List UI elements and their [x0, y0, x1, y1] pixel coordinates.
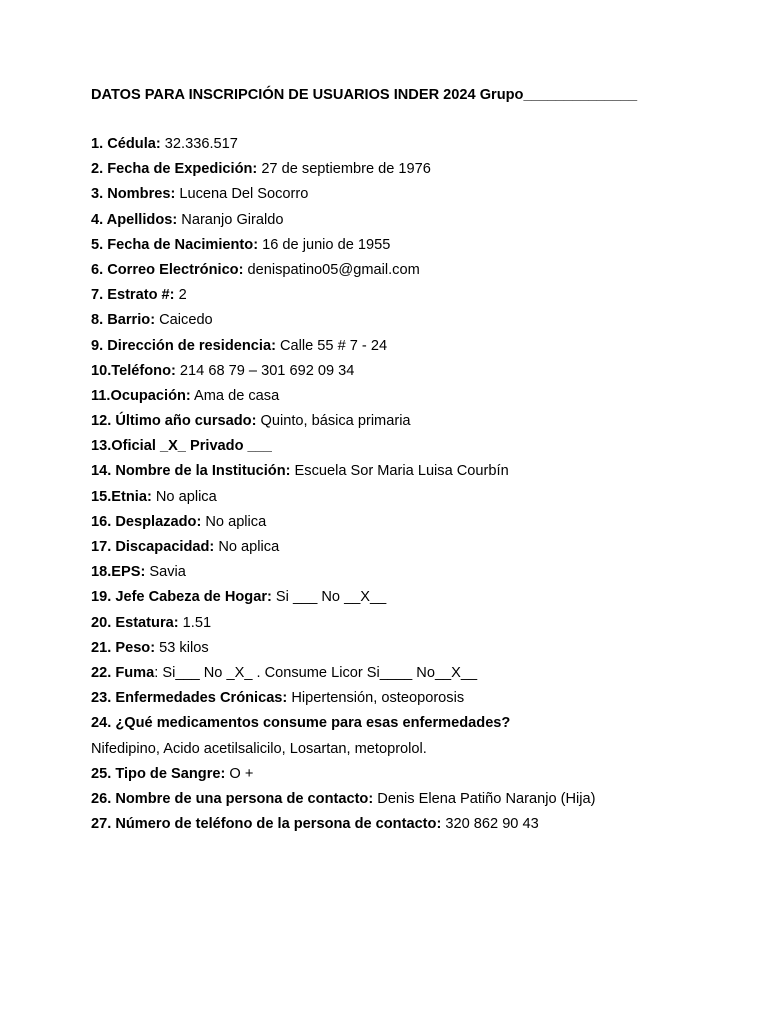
field-value: denispatino05@gmail.com — [243, 261, 420, 278]
field-label: 12. Último año cursado: — [91, 413, 257, 430]
field-fecha-nacimiento — [91, 235, 731, 260]
field-barrio — [91, 310, 731, 335]
field-discapacidad — [91, 537, 731, 562]
field-estrato — [91, 285, 731, 310]
field-telefono — [91, 361, 731, 386]
field-tipo-sangre — [91, 764, 731, 789]
field-label: 24. ¿Qué medicamentos consume para esas enfermedades? — [91, 715, 511, 732]
field-value: Calle 55 # 7 - 24 — [275, 337, 388, 354]
field-value: Savia — [145, 564, 186, 581]
field-value: Lucena Del Socorro — [175, 186, 309, 203]
field-cedula — [91, 134, 731, 159]
field-correo — [91, 260, 731, 285]
field-apellidos — [91, 210, 731, 235]
field-eps — [91, 562, 731, 587]
field-label: 3. Nombres: — [91, 186, 176, 203]
field-label: 22. Fuma — [91, 664, 155, 681]
document-title: DATOS PARA INSCRIPCIÓN DE USUARIOS INDER 2024 Grupo______________ — [91, 87, 638, 103]
field-label: 5. Fecha de Nacimiento: — [91, 236, 259, 253]
field-value: No aplica — [201, 513, 267, 530]
field-label: 4. Apellidos: — [91, 211, 178, 228]
field-label: 14. Nombre de la Institución: — [91, 463, 291, 480]
field-label: 11.Ocupación: — [91, 387, 191, 404]
field-label: 7. Estrato #: — [91, 287, 175, 304]
field-value: Caicedo — [155, 312, 213, 329]
field-label: 26. Nombre de una persona de contacto: — [91, 790, 374, 807]
field-label: 27. Número de teléfono de la persona de contacto: — [91, 816, 442, 833]
field-label: 13.Oficial _X_ Privado ___ — [91, 438, 272, 455]
field-enfermedades — [91, 688, 731, 713]
field-label: 15.Etnia: — [91, 488, 152, 505]
field-label: 16. Desplazado: — [91, 513, 202, 530]
field-value: 214 68 79 – 301 692 09 34 — [175, 362, 355, 379]
field-value: Nifedipino, Acido acetilsalicilo, Losartan, metoprolol. — [91, 740, 427, 757]
field-telefono-contacto — [91, 814, 731, 839]
field-value: Denis Elena Patiño Naranjo (Hija) — [373, 790, 596, 807]
field-peso — [91, 638, 731, 663]
field-value: 2 — [174, 287, 187, 304]
field-value: Quinto, básica primaria — [256, 413, 411, 430]
field-ocupacion — [91, 386, 731, 411]
field-fecha-expedicion — [91, 159, 731, 184]
field-value: Si ___ No __X__ — [271, 589, 387, 606]
field-jefe-hogar — [91, 587, 731, 612]
field-label: 1. Cédula: — [91, 136, 161, 152]
field-value: O + — [225, 765, 254, 782]
field-label: 23. Enfermedades Crónicas: — [91, 690, 288, 707]
field-value: Naranjo Giraldo — [177, 211, 284, 228]
field-persona-contacto — [91, 789, 731, 814]
field-value: No aplica — [151, 488, 217, 505]
field-value: 1.51 — [178, 614, 212, 631]
field-value: Hipertensión, osteoporosis — [287, 690, 465, 707]
field-label: 10.Teléfono: — [91, 362, 176, 379]
field-desplazado — [91, 512, 731, 537]
field-estatura — [91, 613, 731, 638]
field-label: 18.EPS: — [91, 564, 146, 581]
field-label: 25. Tipo de Sangre: — [91, 765, 226, 782]
field-value: 32.336.517 — [160, 136, 238, 152]
field-label: 9. Dirección de residencia: — [91, 337, 276, 354]
field-etnia — [91, 487, 731, 512]
field-label: 2. Fecha de Expedición: — [91, 161, 258, 178]
field-value: 53 kilos — [155, 639, 209, 656]
field-institucion — [91, 461, 731, 486]
field-label: 6. Correo Electrónico: — [91, 261, 244, 278]
field-value: 16 de junio de 1955 — [258, 236, 391, 253]
field-value: No aplica — [214, 539, 280, 555]
field-value: 27 de septiembre de 1976 — [257, 161, 431, 178]
field-label: 20. Estatura: — [91, 614, 179, 631]
form-fields-list — [91, 134, 731, 839]
field-label: 19. Jefe Cabeza de Hogar: — [91, 589, 272, 606]
field-oficial-privado — [91, 436, 731, 461]
field-value: Escuela Sor Maria Luisa Courbín — [290, 463, 509, 480]
field-direccion — [91, 336, 731, 361]
field-value: : Si___ No _X_ . Consume Licor Si____ No__X__ — [154, 664, 478, 681]
field-label: 17. Discapacidad: — [91, 539, 215, 555]
field-value: 320 862 90 43 — [441, 816, 539, 833]
field-fuma — [91, 663, 731, 688]
field-nombres — [91, 184, 731, 209]
field-medicamentos-respuesta — [91, 739, 731, 764]
field-label: 8. Barrio: — [91, 312, 156, 329]
field-medicamentos-pregunta — [91, 713, 731, 738]
field-label: 21. Peso: — [91, 639, 156, 656]
field-value: Ama de casa — [190, 387, 280, 404]
field-ultimo-ano — [91, 411, 731, 436]
